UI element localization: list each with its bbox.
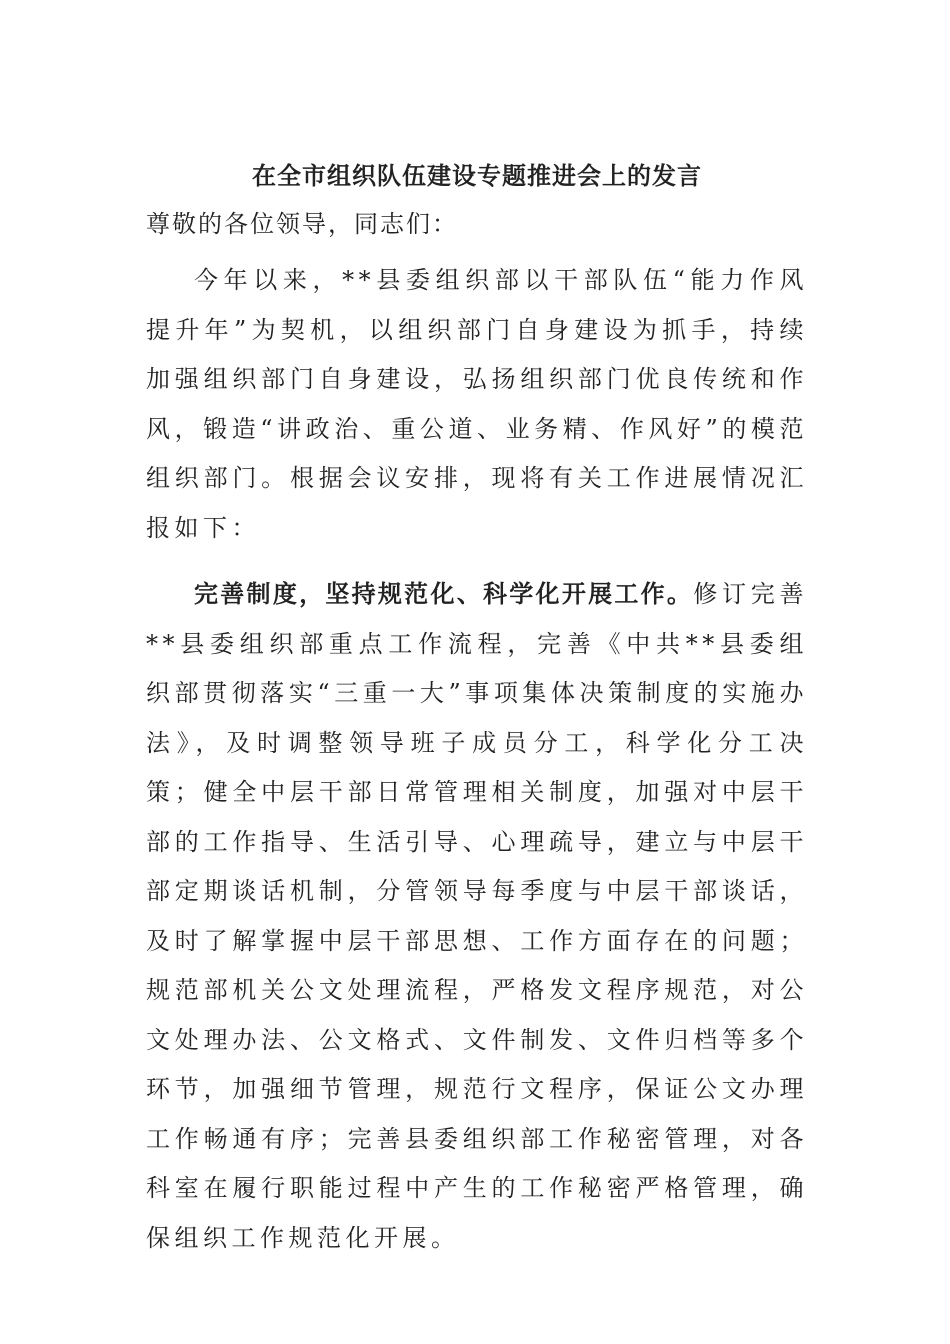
- document-page: [146, 156, 808, 1263]
- paragraph-lead: 完善制度，坚持规范化、科学化开展工作。: [194, 579, 694, 608]
- salutation: 尊敬的各位领导，同志们：: [146, 210, 458, 238]
- paragraph-institutions: [146, 569, 808, 1263]
- paragraph-intro: 今年以来，**县委组织部以干部队伍“能力作风提升年”为契机，以组织部门自身建设为抓手，持续加强组织部门自身建设，弘扬组织部门优良传统和作风，锻造“讲政治、重公道、业务精、作风好”的模范组织部门。根据会议安排，现将有关工作进展情况汇报如下：: [146, 266, 808, 542]
- paragraph-body: 修订完善**县委组织部重点工作流程，完善《中共**县委组织部贯彻落实“三重一大”事项集体决策制度的实施办法》，及时调整领导班子成员分工，科学化分工决策；健全中层干部日常管理相关制度，加强对中层干部的工作指导、生活引导、心理疏导，建立与中层干部定期谈话机制，分管领导每季度与中层干部谈话，及时了解掌握中层干部思想、工作方面存在的问题；规范部机关公文处理流程，严格发文程序规范，对公文处理办法、公文格式、文件制发、文件归档等多个环节，加强细节管理，规范行文程序，保证公文办理工作畅通有序；完善县委组织部工作秘密管理，对各科室在履行职能过程中产生的工作秘密严格管理，确保组织工作规范化开展。: [146, 580, 809, 1252]
- document-title: 在全市组织队伍建设专题推进会上的发言: [252, 161, 702, 190]
